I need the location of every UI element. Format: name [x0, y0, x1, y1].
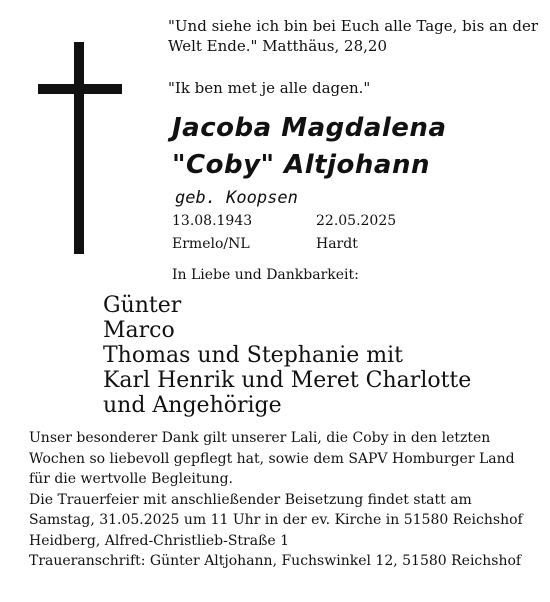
deceased-name-line1: Jacoba Magdalena [172, 113, 447, 143]
birth-place: Ermelo/NL [172, 236, 250, 252]
closing-text-line: Traueranschrift: Günter Altjohann, Fuchswinkel 12, 51580 Reichshof [29, 553, 522, 569]
mourner-line: Günter [103, 293, 182, 318]
maiden-name: geb. Koopsen [175, 188, 298, 208]
gratitude-line: In Liebe und Dankbarkeit: [172, 267, 359, 283]
birth-date: 13.08.1943 [172, 213, 253, 229]
cross-horizontal-bar [38, 84, 122, 94]
death-date: 22.05.2025 [316, 213, 397, 229]
closing-text-line: Heidberg, Alfred-Christlieb-Straße 1 [29, 532, 290, 549]
mourner-line: Karl Henrik und Meret Charlotte [103, 368, 472, 393]
cross-vertical-bar [74, 42, 84, 254]
deceased-name-line2: "Coby" Altjohann [172, 150, 430, 180]
mourner-line: Thomas und Stephanie mit [103, 343, 404, 368]
bible-quote-dutch: "Ik ben met je alle dagen." [168, 79, 371, 97]
closing-text-line: Unser besonderer Dank gilt unserer Lali, die Coby in den letzten [29, 430, 491, 446]
bible-quote-line: Welt Ende." Matthäus, 28,20 [168, 37, 387, 55]
mourner-line: Marco [103, 318, 175, 343]
closing-text-line: Samstag, 31.05.2025 um 11 Uhr in der ev. Kirche in 51580 Reichshof [29, 512, 523, 528]
bible-quote-line: "Und siehe ich bin bei Euch alle Tage, bis an der [168, 17, 539, 35]
death-place: Hardt [316, 236, 358, 252]
closing-text-line: Wochen so liebevoll gepflegt hat, sowie dem SAPV Homburger Land [29, 450, 515, 467]
closing-text [29, 428, 523, 572]
closing-text-line: Die Trauerfeier mit anschließender Beisetzung findet statt am [29, 491, 472, 508]
bible-quote-german [168, 16, 538, 56]
mourners-list [103, 293, 471, 418]
mourner-line: und Angehörige [103, 393, 282, 418]
closing-text-line: für die wertvolle Begleitung. [29, 471, 233, 487]
